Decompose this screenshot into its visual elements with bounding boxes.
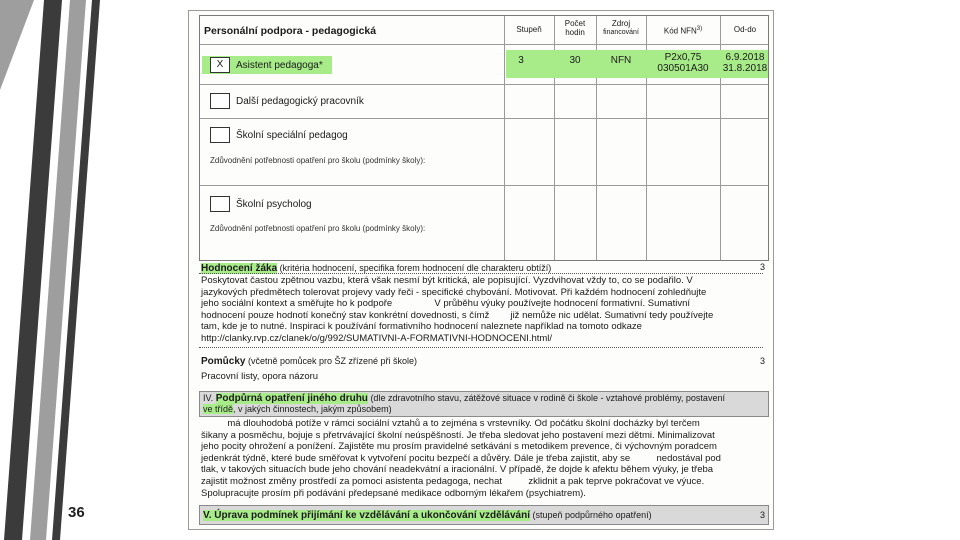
section-iv-text: má dlouhodobá potíže v rámci sociální vztahů a to zejména s vrstevníky. Od počátku školní docházky byl terčem šikany a posměchu, bojuje s přetrvávající školní neúspěšností. Je třeba sledovat jeho postavení mezi dětmi. Minimalizovat jeho pocity ohrožení a ponížení. Zajistěte mu prosím pravidelné setkávání s metodikem prevence, či výchovným poradcem jedenkrát týdně, které bude směřovat k vytvoření pocitu bezpečí a důvěry. Dále je třeba zajistit, aby se nedostával pod tlak, v takových situacích bude jeho chování neadekvátní a iracionální. V případě, že dojde k afektu během výuky, je třeba zajistit možnost změny prostředí za pomoci asistenta pedagoga, nechat zklidnit a pak teprve pokračovat ve výuce. Spolupracujte prosím při podávání předepsané medikace odborným lékařem (psychiatrem).	[201, 418, 721, 499]
note-zduvodneni-1: Zdůvodnění potřebnosti opatření pro školu (podmínky školy):	[210, 156, 426, 165]
section-v-heading: V. Úprava podmínek přijímání ke vzdělávání a ukončování vzdělávání (stupeň podpůrného opatření)	[203, 510, 652, 521]
decorative-stripes	[0, 0, 110, 540]
section-hodnoceni-num: 3	[759, 262, 765, 272]
value-stupen: 3	[518, 55, 524, 66]
label-psycholog: Školní psycholog	[236, 199, 312, 210]
col-kod: Kód NFN$^{3)}$	[663, 26, 703, 36]
section-hodnoceni-heading: Hodnocení žáka (kritéria hodnocení, specifika forem hodnocení dle charakteru obtíží)	[201, 263, 552, 274]
section-pomucky-num: 3	[759, 356, 765, 366]
table-title: Personální podpora - pedagogická	[204, 25, 377, 37]
checkbox-psycholog[interactable]	[210, 196, 230, 212]
value-hodin: 30	[569, 55, 581, 66]
checkbox-dalsi-pracovnik[interactable]	[210, 93, 230, 109]
note-zduvodneni-2: Zdůvodnění potřebnosti opatření pro školu (podmínky školy):	[210, 224, 426, 233]
col-pocet: Počet hodin	[564, 19, 586, 37]
value-od-do: 6.9.2018 31.8.2018	[722, 52, 768, 74]
value-zdroj: NFN	[610, 55, 632, 66]
checkbox-specialni-pedagog[interactable]	[210, 127, 230, 143]
personal-support-table	[199, 15, 769, 261]
section-pomucky-heading: Pomůcky (včetně pomůcek pro ŠZ zřízené při škole)	[201, 356, 418, 367]
value-kod: P2x0,75 030501A30	[657, 52, 709, 74]
scanned-document	[188, 10, 774, 530]
section-iv-heading: IV. Podpůrná opatření jiného druhu (dle zdravotního stavu, zátěžové situace v rodině či škole - vztahové problémy, postavení ve třídě, v jakých činnostech, jakým způsobem)	[203, 393, 725, 414]
label-asistent: Asistent pedagoga*	[236, 60, 323, 71]
slide-number: 36	[68, 504, 85, 521]
section-v-num: 3	[759, 510, 765, 520]
col-zdroj: Zdroj financování	[603, 19, 639, 36]
label-specialni-pedagog: Školní speciální pedagog	[236, 130, 348, 141]
label-dalsi-pracovnik: Další pedagogický pracovník	[236, 96, 364, 107]
section-pomucky-text: Pracovní listy, opora názoru	[201, 371, 319, 382]
checkbox-asistent[interactable]: X	[210, 57, 230, 73]
section-hodnoceni-text: Poskytovat častou zpětnou vazbu, která však nesmí být kritická, ale popisující. Vyzdvihovat vždy to, co se podařilo. V jazykových předmětech tolerovat projevy vady řeči - specifické chybování. Motivovat. Při každém hodnocení zohledňujte jeho sociální kontext a směřujte ho k podpoře V průběhu výuky používejte hodnocení formativní. Sumativní hodnocení pouze hodnotí konečný stav konkrétní dovednosti, s čímž již nemůže nic udělat. Sumativní tedy používejte tam, kde je to nutné. Inspiraci k používání formativního hodnocení naleznete například na tomoto odkaze http://clanky.rvp.cz/clanek/o/g/992/SUMATIVNI-A-FORMATIVNI-HODNOCENI.html/	[201, 275, 714, 344]
col-stupen: Stupeň	[516, 25, 542, 34]
col-od-do: Od-do	[733, 25, 757, 34]
